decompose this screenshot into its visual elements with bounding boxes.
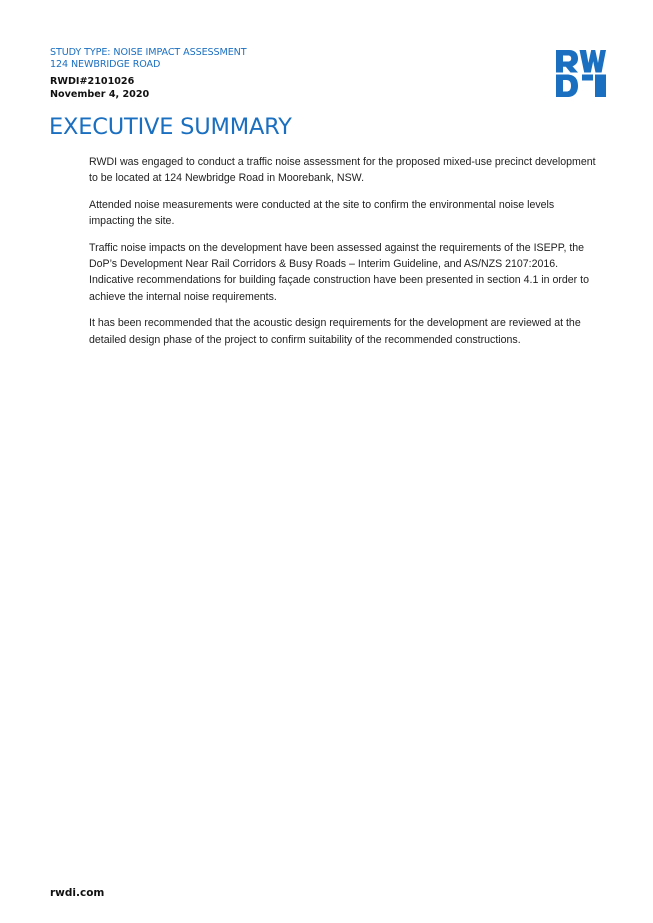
- summary-paragraph: Attended noise measurements were conducted at the site to confirm the environmental noise levels impacting the site.: [89, 198, 555, 228]
- project-address: 124 NEWBRIDGE ROAD: [50, 59, 161, 70]
- footer-website: rwdi.com: [50, 887, 105, 899]
- report-date: November 4, 2020: [50, 89, 150, 100]
- summary-paragraph: It has been recommended that the acoustic design requirements for the development are reviewed at the detailed design phase of the project to confirm suitability of the recommended constructions.: [89, 317, 581, 346]
- summary-paragraph: RWDI was engaged to conduct a traffic noise assessment for the proposed mixed-use precinct development to be located at 124 Newbridge Road in Moorebank, NSW.: [89, 156, 596, 185]
- report-header: [50, 47, 370, 101]
- study-type-label: STUDY TYPE: NOISE IMPACT ASSESSMENT: [50, 47, 247, 58]
- page-title: EXECUTIVE SUMMARY: [49, 114, 292, 140]
- project-number: RWDI#2101026: [50, 76, 135, 87]
- executive-summary-body: [89, 154, 601, 358]
- summary-paragraph: Traffic noise impacts on the development have been assessed against the requirements of the ISEPP, the DoP’s Development Near Rail Corridors & Busy Roads – Interim Guideline, and AS/NZS 2107:2016. Indicative recommendations for building façade construction have been presented in section 4.1 in order to achieve the internal noise requirements.: [89, 241, 589, 303]
- rwdi-logo: [555, 50, 606, 97]
